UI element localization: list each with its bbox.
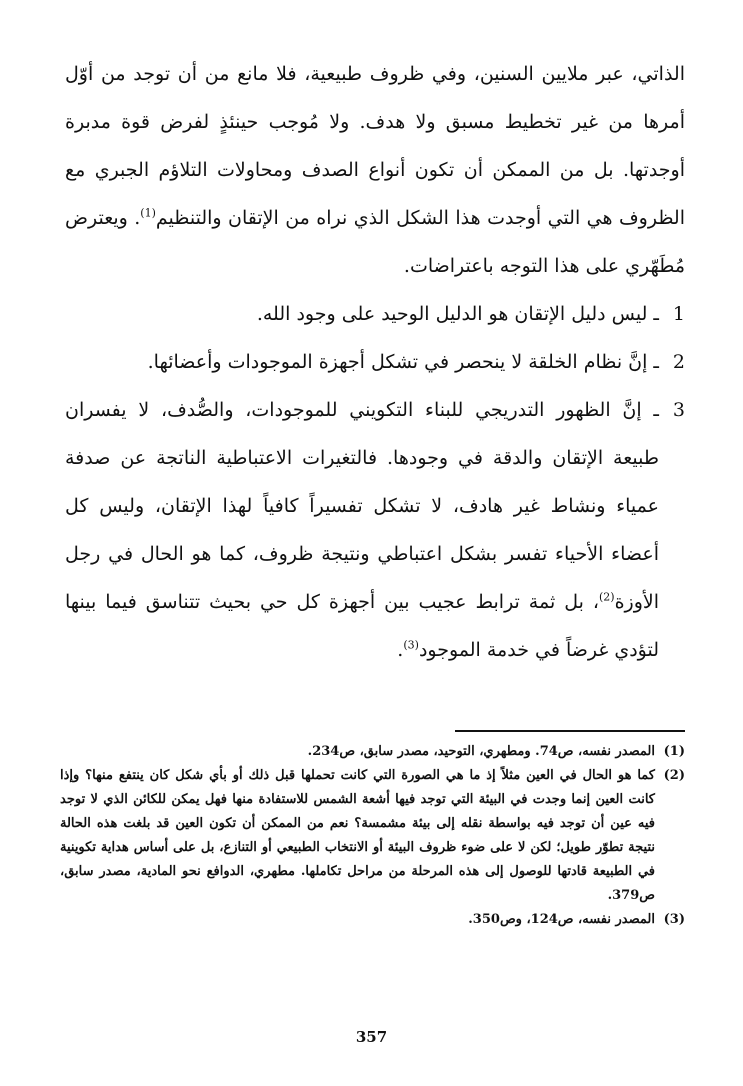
item-text: ـ ليس دليل الإتقان هو الدليل الوحيد على وجود الله. (256, 303, 659, 325)
footnote (60, 740, 685, 764)
footnote-number: (3) (663, 912, 685, 927)
footnote-number: (1) (663, 744, 685, 759)
footnote-text: كما هو الحال في العين مثلاً إذ ما هي الصورة التي كانت تحملها قبل ذلك أو بأي شكل كان ينتفع منها؟ وإذا كانت العين إنما وجدت في البيئة التي توجد فيها أشعة الشمس للاستفادة منها فهل يمكن للكائن الذي لا توجد فيه عين أن توجد فيه بواسطة نقله إلى بيئة مشمسة؟ نعم من الممكن أن تكون العين قد بلغت هذه الحالة نتيجة تطوّر طويل؛ لكن لا على ضوء ظروف البيئة أو الانتخاب الطبيعي أو التنازع، بل على أساس هداية تكوينية في الطبيعة قادتها للوصول إلى هذه المرحلة من مراحل تكاملها. مطهري، الدوافع نحو المادية، مصدر سابق، ص379. (60, 768, 655, 903)
item-number: 2 (672, 351, 685, 373)
item-text-end: . (397, 639, 404, 661)
intro-text: الذاتي، عبر ملايين السنين، وفي ظروف طبيعية، فلا مانع من أن توجد من أوّل أمرها من غير تخطيط مسبق ولا هدف. ولا مُوجب حينئذٍ لفرض قوة مدبرة أوجدتها. بل من الممكن أن تكون أنواع الصدف ومحاولات التلاؤم الجبري مع الظروف هي التي أوجدت هذا الشكل الذي نراه من الإتقان والتنظيم (65, 63, 685, 229)
footnote (60, 908, 685, 932)
item-text-continued: ، بل ثمة ترابط عجيب بين أجهزة كل حي بحيث تتناسق فيما بينها لتؤدي غرضاً في خدمة الموجود (65, 591, 659, 661)
footnote-text: المصدر نفسه، ص124، وص350. (468, 912, 655, 927)
footnote-text: المصدر نفسه، ص74. ومطهري، التوحيد، مصدر سابق، ص234. (307, 744, 655, 759)
page-number: 357 (355, 1028, 388, 1046)
item-number: 1 (672, 303, 685, 325)
item-text: ـ إنَّ نظام الخلقة لا ينحصر في تشكل أجهزة الموجودات وأعضائها. (147, 351, 659, 373)
intro-paragraph (65, 50, 685, 290)
list-item (65, 290, 685, 338)
footnotes (60, 740, 685, 932)
footnote-ref-1: (1) (140, 206, 156, 220)
item-number: 3 (672, 399, 685, 421)
item-text-block (65, 386, 659, 674)
footnote-ref-2: (2) (598, 590, 615, 604)
list-item (65, 338, 685, 386)
footnote-ref-3: (3) (403, 638, 419, 652)
footnote (60, 764, 685, 908)
main-text (65, 50, 685, 674)
item-text: ـ إنَّ الظهور التدريجي للبناء التكويني للموجودات، والصُّدف، لا يفسران طبيعة الإتقان والدقة في وجودها. فالتغيرات الاعتباطية الناتجة عن صدفة عمياء ونشاط غير هادف، لا تشكل تفسيراً كافياً لهذا الإتقان، وليس كل أعضاء الأحياء تفسر بشكل اعتباطي ونتيجة ظروف، كما هو الحال في رجل الأوزة (65, 399, 659, 613)
footnote-number: (2) (663, 768, 685, 783)
intro-text-continued: . ويعترض مُطَهّري على هذا التوجه باعتراضات. (65, 207, 685, 277)
footnote-divider (455, 730, 685, 732)
list-item (65, 386, 685, 674)
